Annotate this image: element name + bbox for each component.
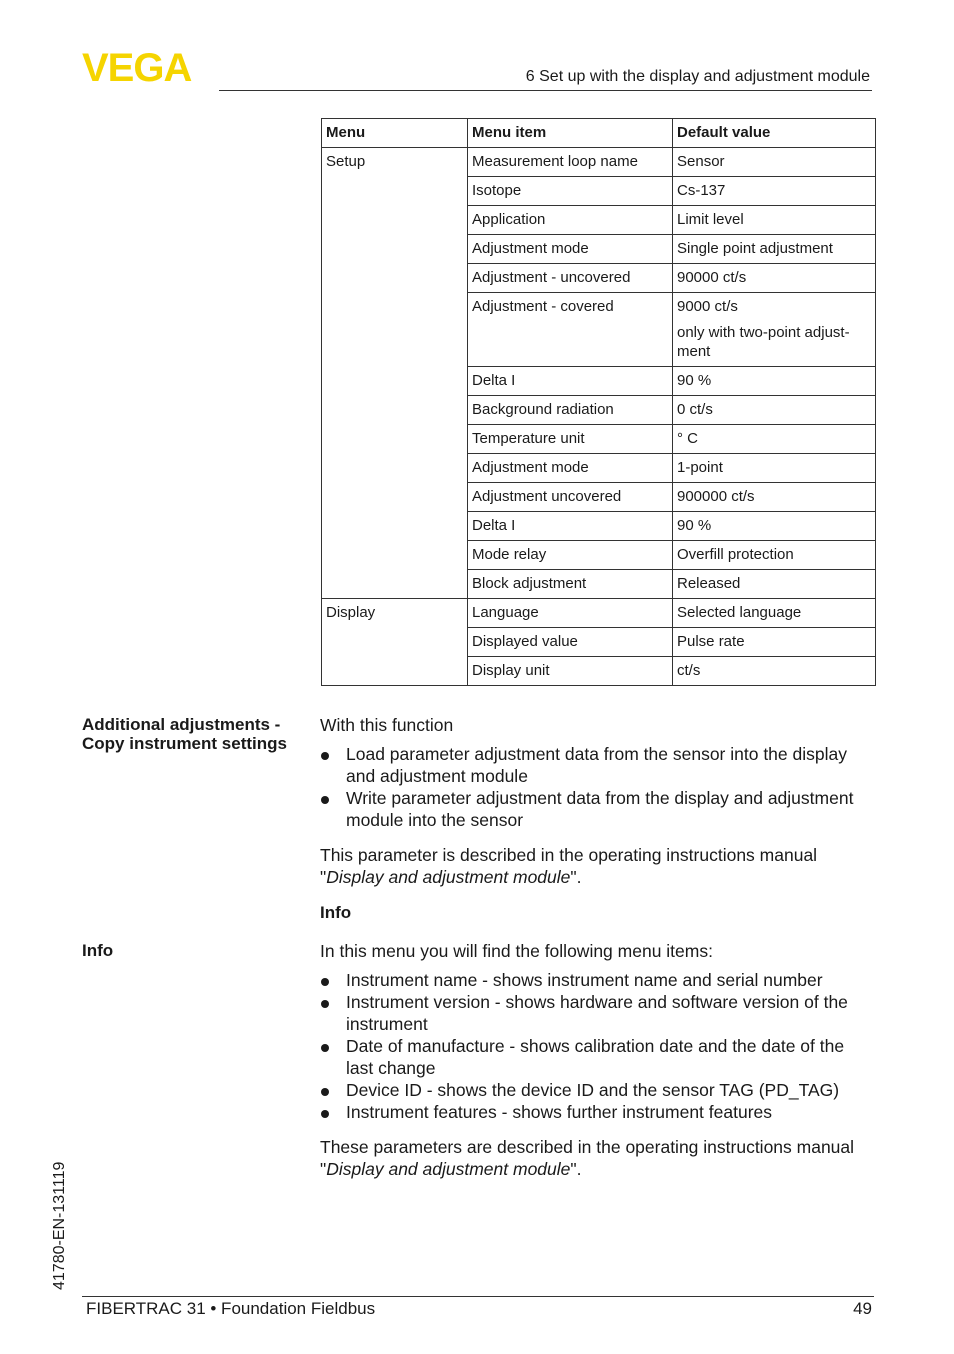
- menu-item-cell: Language: [468, 599, 673, 628]
- default-value-cell: Selected language: [673, 599, 876, 628]
- note-quote-close: ".: [570, 867, 582, 887]
- menu-item-cell: Background radiation: [468, 396, 673, 425]
- default-value-cell: Limit level: [673, 206, 876, 235]
- default-value-cell: 900000 ct/s: [673, 483, 876, 512]
- menu-item-cell: Adjustment - uncovered: [468, 264, 673, 293]
- menu-item-cell: Delta I: [468, 367, 673, 396]
- column-header-menu: Menu: [322, 119, 468, 148]
- column-header-menu-item: Menu item: [468, 119, 673, 148]
- manual-reference: Display and adjustment module: [326, 867, 571, 887]
- vega-logo-text: VEGA: [82, 50, 192, 84]
- menu-item-cell: Adjustment - covered: [468, 293, 673, 367]
- menu-item-cell: Block adjustment: [468, 570, 673, 599]
- copy-settings-note: [320, 844, 876, 888]
- info-side-label: Info: [82, 941, 114, 960]
- default-value-cell: Cs-137: [673, 177, 876, 206]
- info-note: [320, 1136, 876, 1180]
- page-number: 49: [853, 1299, 872, 1318]
- default-value-cell: Released: [673, 570, 876, 599]
- copy-settings-bullet-list: [320, 743, 876, 831]
- note-quote-open: ": [320, 867, 327, 887]
- copy-settings-side-label: [82, 715, 287, 753]
- note-quote-open: ": [320, 1159, 327, 1179]
- default-value-note: only with two-point adjust-ment: [677, 324, 850, 360]
- menu-cell-setup: Setup: [322, 148, 468, 599]
- header-divider: [219, 90, 872, 91]
- menu-item-cell: Adjustment uncovered: [468, 483, 673, 512]
- default-value-text: 9000 ct/s: [677, 298, 738, 315]
- table-row: [322, 599, 876, 628]
- info-subheading: Info: [320, 903, 352, 922]
- note-text: These parameters are described in the operating instructions manual: [320, 1137, 855, 1157]
- default-value-cell: ct/s: [673, 657, 876, 686]
- copy-settings-body: [320, 714, 876, 888]
- table-header-row: [322, 119, 876, 148]
- menu-item-cell: Application: [468, 206, 673, 235]
- menu-item-cell: Displayed value: [468, 628, 673, 657]
- default-value-cell: 90 %: [673, 367, 876, 396]
- default-value-cell: Pulse rate: [673, 628, 876, 657]
- note-text: This parameter is described in the operating instructions manual: [320, 845, 818, 865]
- vega-logo: [82, 50, 212, 84]
- list-item: Instrument features - shows further instrument features: [320, 1101, 876, 1123]
- column-header-default-value: Default value: [673, 119, 876, 148]
- menu-item-cell: Temperature unit: [468, 425, 673, 454]
- menu-item-cell: Adjustment mode: [468, 454, 673, 483]
- default-value-cell: 90000 ct/s: [673, 264, 876, 293]
- list-item: Device ID - shows the device ID and the sensor TAG (PD_TAG): [320, 1079, 876, 1101]
- footer-product: FIBERTRAC 31 • Foundation Fieldbus: [86, 1299, 376, 1318]
- table-row: [322, 148, 876, 177]
- default-value-cell: Sensor: [673, 148, 876, 177]
- copy-settings-label-line2: Copy instrument settings: [82, 734, 287, 753]
- list-item: Load parameter adjustment data from the sensor into the display and adjustment module: [320, 743, 876, 787]
- copy-settings-intro: With this function: [320, 715, 454, 735]
- copy-settings-label-line1: Additional adjustments -: [82, 715, 281, 734]
- default-value-cell: 0 ct/s: [673, 396, 876, 425]
- list-item: Instrument version - shows hardware and software version of the instrument: [320, 991, 876, 1035]
- document-code: 41780-EN-131119: [51, 1161, 68, 1290]
- info-body: [320, 940, 876, 1180]
- menu-item-cell: Mode relay: [468, 541, 673, 570]
- default-value-cell: 90 %: [673, 512, 876, 541]
- menu-item-cell: Isotope: [468, 177, 673, 206]
- default-value-cell: [673, 293, 876, 367]
- list-item: Write parameter adjustment data from the display and adjustment module into the sensor: [320, 787, 876, 831]
- menu-defaults-table: [321, 118, 876, 686]
- info-bullet-list: [320, 969, 876, 1123]
- default-value-cell: Overfill protection: [673, 541, 876, 570]
- default-value-cell: 1-point: [673, 454, 876, 483]
- menu-item-cell: Display unit: [468, 657, 673, 686]
- menu-cell-display: Display: [322, 599, 468, 686]
- menu-item-cell: Adjustment mode: [468, 235, 673, 264]
- menu-item-cell: Delta I: [468, 512, 673, 541]
- list-item: Instrument name - shows instrument name and serial number: [320, 969, 876, 991]
- note-quote-close: ".: [570, 1159, 582, 1179]
- menu-item-cell: Measurement loop name: [468, 148, 673, 177]
- info-intro: In this menu you will find the following menu items:: [320, 941, 713, 961]
- footer-divider: [82, 1296, 874, 1297]
- manual-reference: Display and adjustment module: [326, 1159, 571, 1179]
- default-value-cell: Single point adjustment: [673, 235, 876, 264]
- list-item: Date of manufacture - shows calibration date and the date of the last change: [320, 1035, 876, 1079]
- default-value-cell: ° C: [673, 425, 876, 454]
- chapter-title: 6 Set up with the display and adjustment module: [525, 68, 870, 85]
